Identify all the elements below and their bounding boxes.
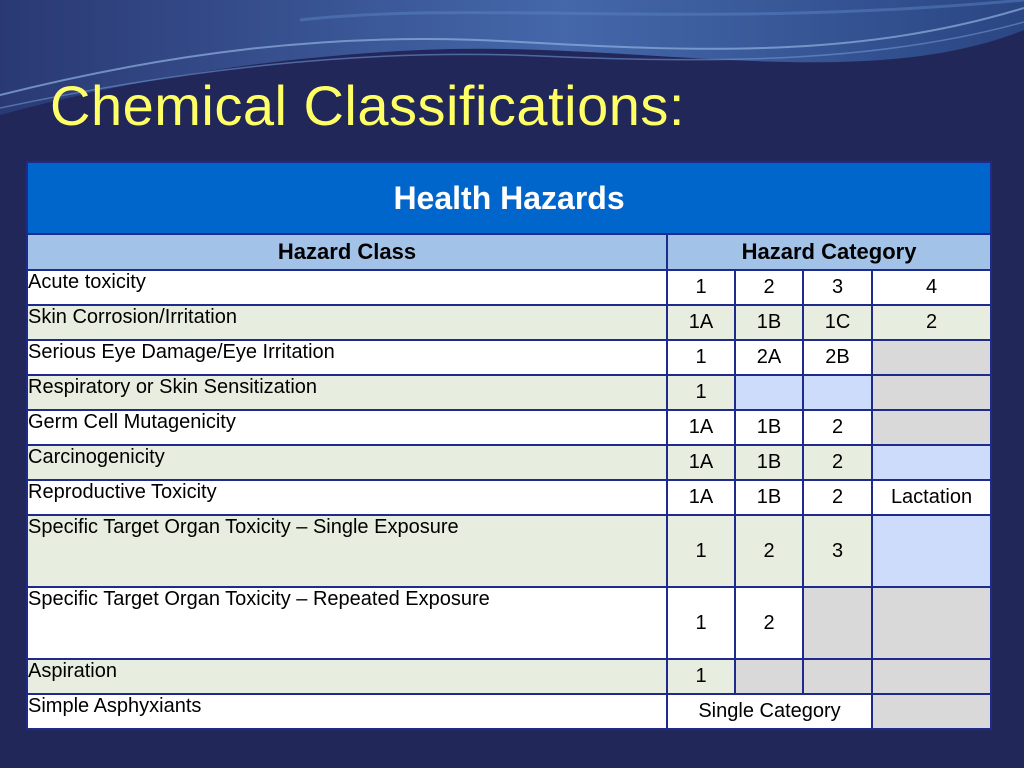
hazard-class-cell: Acute toxicity xyxy=(27,270,667,305)
category-cell: 2 xyxy=(735,515,803,587)
category-cell: 1B xyxy=(735,445,803,480)
category-cell: 2B xyxy=(803,340,872,375)
empty-category-cell xyxy=(872,694,991,729)
category-cell: 1 xyxy=(667,659,735,694)
hazard-class-cell: Specific Target Organ Toxicity – Single Exposure xyxy=(27,515,667,587)
category-cell: 2A xyxy=(735,340,803,375)
hazard-class-cell: Serious Eye Damage/Eye Irritation xyxy=(27,340,667,375)
table-row xyxy=(27,694,991,729)
category-cell: 1A xyxy=(667,445,735,480)
category-cell: 1 xyxy=(667,587,735,659)
health-hazards-table xyxy=(26,161,992,730)
table-row xyxy=(27,445,991,480)
empty-category-cell xyxy=(872,445,991,480)
empty-category-cell xyxy=(872,587,991,659)
table-row xyxy=(27,659,991,694)
hazard-class-cell: Germ Cell Mutagenicity xyxy=(27,410,667,445)
category-cell: 1 xyxy=(667,340,735,375)
category-cell: 3 xyxy=(803,515,872,587)
slide-title: Chemical Classifications: xyxy=(50,74,685,137)
category-cell: 1C xyxy=(803,305,872,340)
table-row xyxy=(27,305,991,340)
table-row xyxy=(27,410,991,445)
category-cell: 4 xyxy=(872,270,991,305)
hazard-class-cell: Specific Target Organ Toxicity – Repeated Exposure xyxy=(27,587,667,659)
category-cell: 1A xyxy=(667,305,735,340)
empty-category-cell xyxy=(735,659,803,694)
hazard-class-cell: Skin Corrosion/Irritation xyxy=(27,305,667,340)
hazard-class-cell: Carcinogenicity xyxy=(27,445,667,480)
table-row xyxy=(27,480,991,515)
category-cell: 1 xyxy=(667,375,735,410)
empty-category-cell xyxy=(803,659,872,694)
table-row xyxy=(27,270,991,305)
table-caption: Health Hazards xyxy=(27,162,991,234)
header-hazard-class: Hazard Class xyxy=(27,234,667,270)
category-cell: 3 xyxy=(803,270,872,305)
category-cell: 2 xyxy=(803,410,872,445)
category-cell: Lactation xyxy=(872,480,991,515)
header-hazard-category: Hazard Category xyxy=(667,234,991,270)
category-cell: 2 xyxy=(803,480,872,515)
category-cell: 1A xyxy=(667,480,735,515)
table-row xyxy=(27,587,991,659)
empty-category-cell xyxy=(872,515,991,587)
table-row xyxy=(27,375,991,410)
empty-category-cell xyxy=(735,375,803,410)
empty-category-cell xyxy=(872,659,991,694)
hazard-class-cell: Respiratory or Skin Sensitization xyxy=(27,375,667,410)
category-cell: 1 xyxy=(667,270,735,305)
category-cell: 1A xyxy=(667,410,735,445)
empty-category-cell xyxy=(872,410,991,445)
hazard-class-cell: Reproductive Toxicity xyxy=(27,480,667,515)
hazard-class-cell: Aspiration xyxy=(27,659,667,694)
empty-category-cell xyxy=(872,375,991,410)
category-cell: 1B xyxy=(735,410,803,445)
single-category-cell: Single Category xyxy=(667,694,872,729)
category-cell: 1B xyxy=(735,305,803,340)
table-row xyxy=(27,340,991,375)
empty-category-cell xyxy=(803,375,872,410)
category-cell: 2 xyxy=(735,587,803,659)
table-row xyxy=(27,515,991,587)
empty-category-cell xyxy=(803,587,872,659)
category-cell: 2 xyxy=(735,270,803,305)
category-cell: 2 xyxy=(803,445,872,480)
category-cell: 1B xyxy=(735,480,803,515)
hazard-class-cell: Simple Asphyxiants xyxy=(27,694,667,729)
category-cell: 2 xyxy=(872,305,991,340)
category-cell: 1 xyxy=(667,515,735,587)
empty-category-cell xyxy=(872,340,991,375)
